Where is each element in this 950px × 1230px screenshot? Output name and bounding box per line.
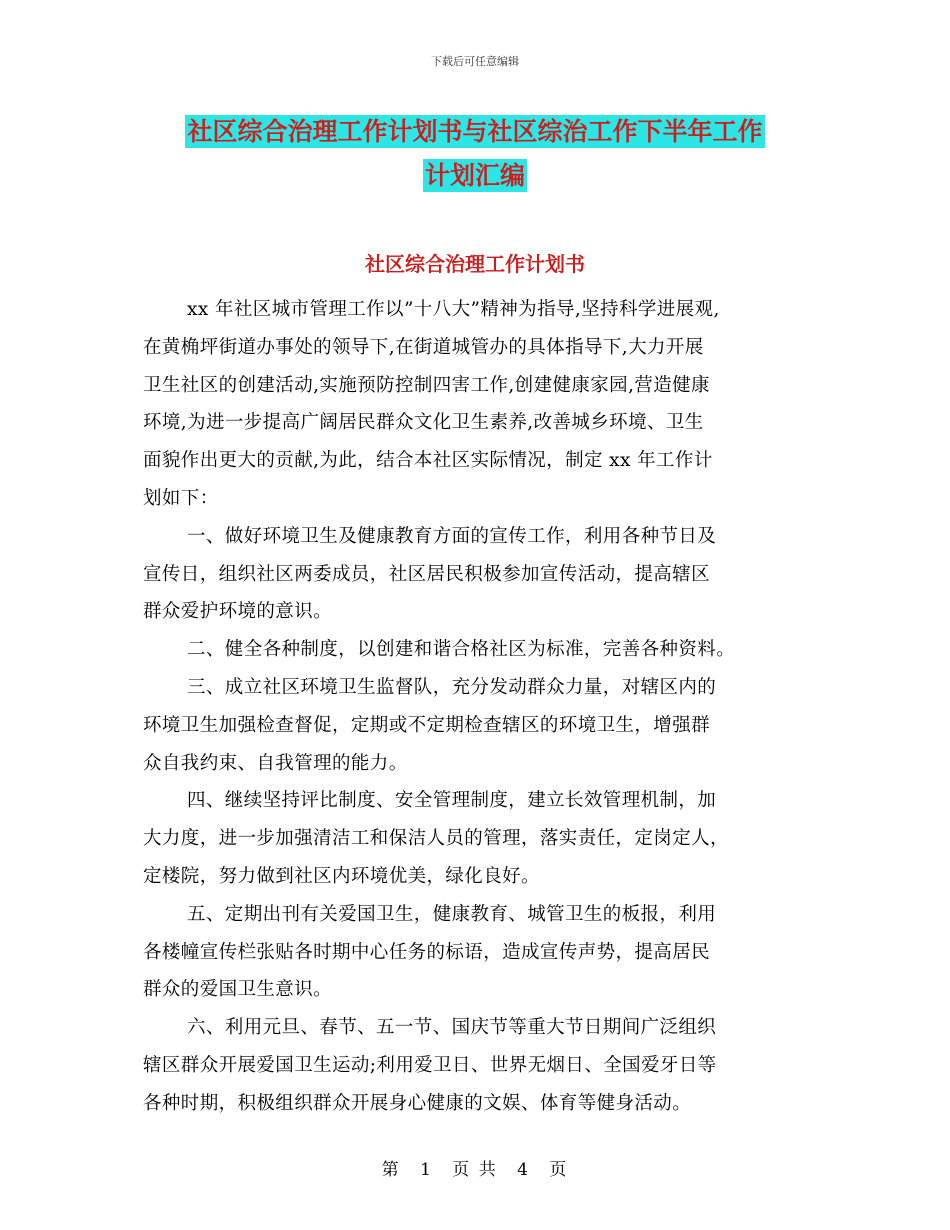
paragraph-line: 宣传日，组织社区两委成员，社区居民积极参加宣传活动，提高辖区 — [143, 563, 711, 585]
title-highlight-1: 社区综合治理工作计划书与社区综治工作下半年工作 — [187, 117, 763, 146]
paragraph-line: 群众的爱国卫生意识。 — [143, 979, 333, 1001]
paragraph-line: 卫生社区的创建活动,实施预防控制四害工作,创建健康家园,营造健康 — [143, 374, 710, 396]
footer-suffix: 页 — [549, 1160, 569, 1180]
paragraph-line: 四、继续坚持评比制度、安全管理制度，建立长效管理机制，加 — [187, 790, 717, 812]
title-highlight-2: 计划汇编 — [424, 161, 525, 190]
paragraph-line: 大力度，进一步加强清洁工和保洁人员的管理，落实责任，定岗定人， — [143, 828, 729, 850]
paragraph-line: 五、定期出刊有关爱国卫生，健康教育、城管卫生的板报，利用 — [187, 903, 717, 925]
document-title-line-2 — [0, 156, 950, 192]
paragraph-line: 各种时期，积极组织群众开展身心健康的文娱、体育等健身活动。 — [143, 1092, 692, 1114]
paragraph-line: 一、做好环境卫生及健康教育方面的宣传工作，利用各种节日及 — [187, 525, 717, 547]
paragraph-line: 在黄桷坪街道办事处的领导下,在街道城管办的具体指导下,大力开展 — [143, 336, 704, 358]
total-pages: 4 — [517, 1160, 530, 1180]
paragraph-line: 面貌作出更大的贡献,为此，结合本社区实际情况，制定 xx 年工作计 — [143, 450, 713, 472]
paragraph-line: xx 年社区城市管理工作以”十八大”精神为指导,坚持科学进展观, — [187, 299, 720, 320]
paragraph-line: 群众爱护环境的意识。 — [143, 601, 333, 623]
footer-prefix: 第 — [381, 1160, 401, 1180]
current-page-number: 1 — [420, 1160, 433, 1180]
body-text — [143, 291, 823, 1123]
paragraph-line: 各楼幢宣传栏张贴各时期中心任务的标语，造成宣传声势，提高居民 — [143, 941, 711, 963]
paragraph-line: 定楼院，努力做到社区内环境优美，绿化良好。 — [143, 865, 540, 887]
document-title-line-1 — [0, 112, 950, 148]
page-footer — [0, 1155, 950, 1180]
paragraph-line: 众自我约束、自我管理的能力。 — [143, 752, 408, 774]
paragraph-line: 辖区群众开展爱国卫生运动;利用爱卫日、世界无烟日、全国爱牙日等 — [143, 1054, 717, 1076]
header-note: 下载后可任意编辑 — [431, 55, 519, 68]
paragraph-line: 环境卫生加强检查督促，定期或不定期检查辖区的环境卫生，增强群 — [143, 714, 711, 736]
paragraph-line: 划如下： — [143, 487, 219, 509]
section-heading: 社区综合治理工作计划书 — [365, 252, 585, 276]
paragraph-line: 三、成立社区环境卫生监督队，充分发动群众力量，对辖区内的 — [187, 676, 717, 698]
paragraph-line: 六、利用元旦、春节、五一节、国庆节等重大节日期间广泛组织 — [187, 1017, 717, 1039]
paragraph-line: 环境,为进一步提高广阔居民群众文化卫生素养,改善城乡环境、卫生 — [143, 412, 704, 434]
footer-mid: 页 共 — [452, 1160, 498, 1180]
paragraph-line: 二、健全各种制度，以创建和谐合格社区为标准，完善各种资料。 — [187, 639, 736, 661]
